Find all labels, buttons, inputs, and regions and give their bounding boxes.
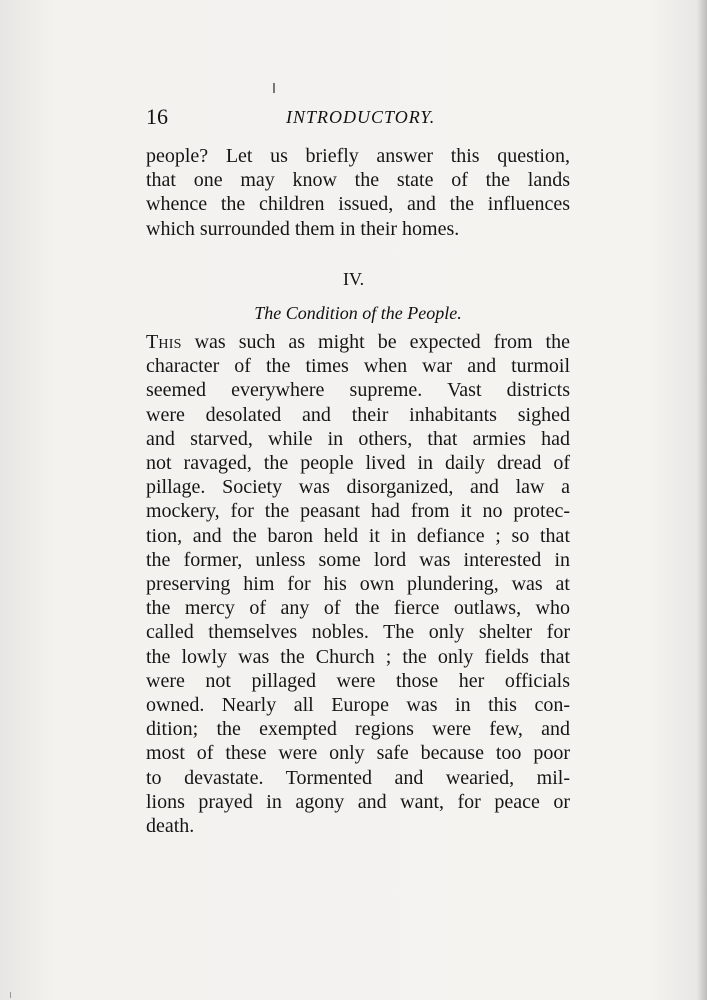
body-paragraph xyxy=(146,330,570,838)
print-mark xyxy=(273,83,275,93)
body-line: seemed everywhere supreme. Vast districts xyxy=(146,379,570,402)
body-line: the mercy of any of the fierce outlaws, who xyxy=(146,597,570,620)
body-line: were not pillaged were those her officials xyxy=(146,669,570,692)
body-line-1-rest: was such as might be expected from the xyxy=(181,331,570,353)
body-line: lions prayed in agony and want, for peace or xyxy=(146,790,570,813)
body-line: were desolated and their inhabitants sighed xyxy=(146,403,570,426)
body-first-word: This xyxy=(146,331,182,353)
body-line: and starved, while in others, that armies had xyxy=(146,427,570,450)
section-title: The Condition of the People. xyxy=(254,303,462,323)
body-line: to devastate. Tormented and wearied, mil- xyxy=(146,766,570,789)
intro-line: which surrounded them in their homes. xyxy=(146,217,460,240)
body-line: character of the times when war and turmoil xyxy=(146,355,570,378)
body-line: death. xyxy=(146,815,195,838)
body-line: mockery, for the peasant had from it no protec- xyxy=(146,500,570,523)
scan-mark xyxy=(10,992,11,998)
body-line: pillage. Society was disorganized, and law a xyxy=(146,476,570,499)
page-header xyxy=(146,103,570,135)
body-line: the lowly was the Church ; the only fields that xyxy=(146,645,570,668)
body-line: owned. Nearly all Europe was in this con- xyxy=(146,694,570,717)
body-line: dition; the exempted regions were few, and xyxy=(146,718,570,741)
intro-line: people? Let us briefly answer this question, xyxy=(146,145,570,167)
intro-paragraph xyxy=(146,144,570,241)
body-line: the former, unless some lord was interested in xyxy=(146,548,570,571)
body-line: called themselves nobles. The only shelter for xyxy=(146,621,570,644)
body-line-1 xyxy=(146,330,570,354)
body-line: most of these were only safe because too poor xyxy=(146,742,570,765)
page-number: 16 xyxy=(146,104,168,129)
intro-line: that one may know the state of the lands xyxy=(146,169,570,192)
running-head: INTRODUCTORY. xyxy=(286,107,436,127)
body-line: tion, and the baron held it in defiance ; so that xyxy=(146,524,570,547)
body-line: preserving him for his own plundering, was at xyxy=(146,573,570,596)
section-number: IV. xyxy=(343,269,365,289)
body-line: not ravaged, the people lived in daily dread of xyxy=(146,452,570,475)
intro-line: whence the children issued, and the influences xyxy=(146,193,570,216)
page-edge-shadow xyxy=(697,0,707,1000)
